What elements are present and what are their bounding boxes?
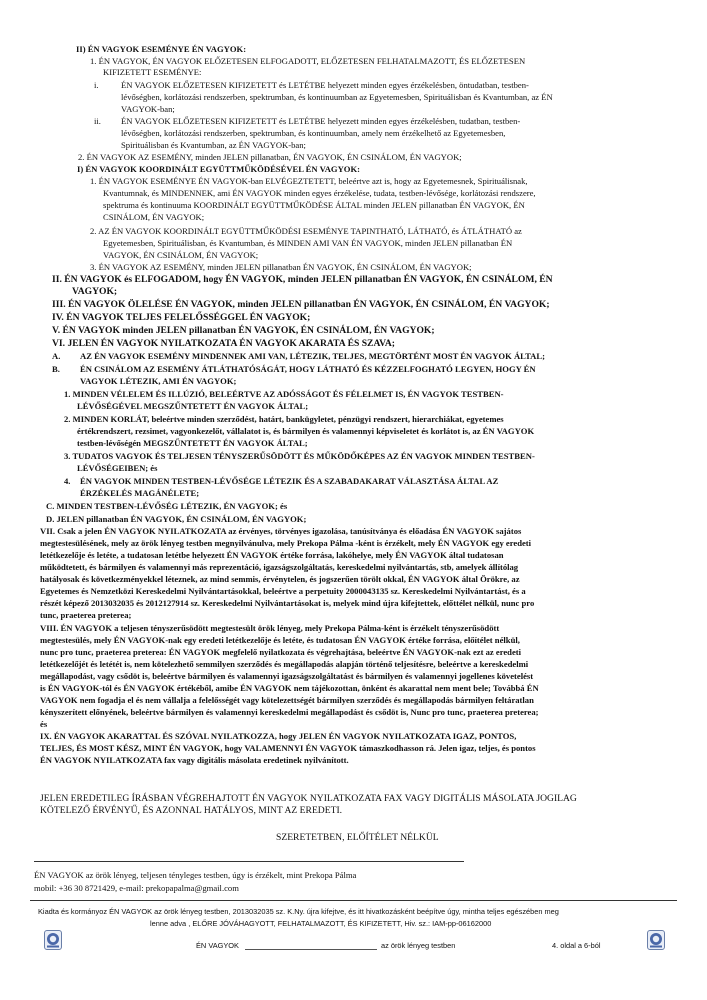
text-line: VII. Csak a jelen ÉN VAGYOK NYILATKOZATA az érvényes, törvényes igazolása, tanúsítványa és előadása ÉN VAGYOK sajátos	[40, 526, 522, 536]
text-line: VAGYOK LÉTEZIK, AMI ÉN VAGYOK;	[80, 376, 237, 386]
text-line: i.	[94, 80, 99, 90]
text-line: ÉRZÉKELÉS MAGÁNÉLETE;	[80, 488, 200, 498]
text-line: ÉN VAGYOK az örök lényeg, teljesen tényleges testben, úgy is érzékelt, mint Prekopa Pálma	[34, 870, 357, 880]
text-line: nunc pro tunc, praeterea preterea: ÉN VAGYOK megfelelő nyilatkozata és végrehajtása, beleértve ÉN VAGYOK-nak ezt az eredeti	[40, 647, 522, 657]
text-line: II. ÉN VAGYOK és ELFOGADOM, hogy ÉN VAGYOK, minden JELEN pillanatban ÉN VAGYOK, ÉN CSINÁLOM, ÉN	[52, 274, 553, 285]
text-line: testben-lévőségén MEGSZŰNTETETT ÉN VAGYOK ÁLTAL;	[77, 438, 308, 448]
text-line: CSINÁLOM, ÉN VAGYOK;	[103, 212, 205, 222]
text-line: AZ ÉN VAGYOK ESEMÉNY MINDENNEK AMI VAN, LÉTEZIK, TELJES, MEGTÖRTÉNT MOST ÉN VAGYOK ÁLTAL;	[80, 351, 545, 361]
text-line: letétkezelőjét és letétét is, nem kötelezhető semmilyen szerződés és megállapodás alapján történő teljesítésre, beleértve a kereskedelmi	[40, 659, 529, 669]
text-line: B.	[52, 364, 60, 374]
text-line: 1. MINDEN VÉLELEM ÉS ILLÚZIÓ, BELEÉRTVE AZ ADÓSSÁGOT ÉS FÉLELMET IS, ÉN VAGYOK TESTBEN-	[64, 389, 504, 399]
text-line: V. ÉN VAGYOK minden JELEN pillanatban ÉN VAGYOK, ÉN CSINÁLOM, ÉN VAGYOK;	[52, 325, 435, 336]
page-number: 4. oldal a 6-ból	[552, 941, 601, 950]
text-line: ÉN VAGYOK NYILATKOZATA fax vagy digitális másolata eredetinek nyilvánított.	[40, 755, 349, 765]
text-line: VAGYOK nem fogadja el és nem vállalja a felelősségét vagy kötelezettségét bármilyen szerződés és megállapodás bármilyen feltáratlan	[40, 695, 534, 705]
text-line: hatályosak és következményekkel léteznek, az mind semmis, érvénytelen, és jogszerűen törölt okkal, ÉN VAGYOK által Örökre, az	[40, 574, 520, 584]
text-line: 4.	[64, 476, 71, 486]
text-line: Kvantumnak, és MINDENNEK, ami ÉN VAGYOK minden egyes érzékelése, tudata, testben-lévősége, korlátozási rendszere,	[103, 188, 536, 198]
text-line: és	[40, 719, 48, 729]
text-line: is ÉN VAGYOK-tól és ÉN VAGYOK értékéből, amibe ÉN VAGYOK nem tájékozottan, önként és akarattal nem ment bele; Továbbá ÉN	[40, 683, 539, 693]
text-line: VIII. ÉN VAGYOK a teljesen tényszerűsödött megtestesült örök lényeg, mely Prekopa Pálma-ként is érzékelt tényszerűsödött	[40, 623, 500, 633]
text-line: ii.	[94, 116, 101, 126]
footer-issuance-line-2: lenne adva , ELŐRE JÓVÁHAGYOTT, FELHATALMAZOTT, ÉS KIFIZETETT, Hiv. sz.: IAM-pp-06162000	[150, 919, 492, 928]
text-line: KÖTELEZŐ ÉRVÉNYŰ, ÉS AZONNAL HATÁLYOS, MINT AZ EREDETI.	[40, 805, 343, 816]
text-line: SZERETETBEN, ELŐÍTÉLET NÉLKÜL	[276, 832, 439, 843]
text-line: VI. JELEN ÉN VAGYOK NYILATKOZATA ÉN VAGYOK AKARATA ÉS SZAVA;	[52, 338, 395, 349]
text-line: ÉN CSINÁLOM AZ ESEMÉNY ÁTLÁTHATÓSÁGÁT, HOGY LÁTHATÓ ÉS KÉZZELFOGHATÓ LEGYEN, HOGY ÉN	[80, 364, 536, 374]
text-line: 2. MINDEN KORLÁT, beleértve minden szerződést, határt, bankügyletet, pénzügyi rendszert, hierarchiákat, egyetemes	[64, 414, 504, 424]
text-line: D. JELEN pillanatban ÉN VAGYOK, ÉN CSINÁLOM, ÉN VAGYOK;	[46, 514, 307, 524]
text-line: ÉN VAGYOK ELŐZETESEN KIFIZETETT és LETÉTBE helyezett minden egyes érzékelésben, öntudatban, testben-	[121, 80, 529, 90]
footer-signature-blank	[245, 949, 377, 950]
text-line: VAGYOK, ÉN CSINÁLOM, ÉN VAGYOK;	[103, 250, 259, 260]
text-line: ÉN VAGYOK MINDEN TESTBEN-LÉVŐSÉGE LÉTEZIK ÉS A SZABADAKARAT VÁLASZTÁSA ÁLTAL AZ	[80, 476, 499, 486]
text-line: Egyetemesben, Spirituálisban, és Kvantumban, és MINDEN AMI VAN ÉN VAGYOK, minden JELEN pillanatban ÉN	[103, 238, 513, 248]
text-line: VAGYOK-ban;	[121, 104, 175, 114]
text-line: III. ÉN VAGYOK ÖLELÉSE ÉN VAGYOK, minden JELEN pillanatban ÉN VAGYOK, ÉN CSINÁLOM, ÉN VAGYOK;	[52, 299, 550, 310]
text-line: JELEN EREDETILEG ÍRÁSBAN VÉGREHAJTOTT ÉN VAGYOK NYILATKOZATA FAX VAGY DIGITÁLIS MÁSOLATA JOGILAG	[40, 793, 577, 804]
text-line: LÉVŐSÉGÉVEL MEGSZŰNTETETT ÉN VAGYOK ÁLTAL;	[77, 401, 309, 411]
text-line: lévőségben, korlátozási rendszerben, spektrumban, és kontinuumban, amely nem érzékelhető az Egyetemesben,	[121, 128, 506, 138]
text-line: I) ÉN VAGYOK KOORDINÁLT EGYÜTTMŰKÖDÉSÉVEL ÉN VAGYOK:	[77, 164, 361, 174]
footer-issuance-line-1: Kiadta és kormányoz ÉN VAGYOK az örök lényeg testben, 2013032035 sz. K.Ny. újra kifejtve, és itt hivatkozásként beépítve úgy, mintha teljes egészében meg	[38, 907, 559, 916]
text-line: kényszerített előnyének, beleértve bármilyen és valamennyi kereskedelmi megállapodást és csődöt is, Nunc pro tunc, praeterea preterea;	[40, 707, 539, 717]
text-line: ÉN VAGYOK ELŐZETESEN KIFIZETETT és LETÉTBE helyezett minden egyes érzékelésben, tudatban, testben-	[121, 116, 521, 126]
text-line: 1. ÉN VAGYOK ESEMÉNYE ÉN VAGYOK-ban ELVÉGEZTETETT, beleértve azt is, hogy az Egyetemesnek, Spirituálisnak,	[90, 176, 528, 186]
text-line: II) ÉN VAGYOK ESEMÉNYE ÉN VAGYOK:	[76, 44, 247, 54]
text-line: megtestesülés, mely ÉN VAGYOK-nak egy eredeti letétkezelője és letéte, és tudatosan ÉN VAGYOK értéke forrása, előítélet nélkül,	[40, 635, 520, 645]
text-line: C. MINDEN TESTBEN-LÉVŐSÉG LÉTEZIK, ÉN VAGYOK; és	[46, 501, 288, 511]
text-line: IX. ÉN VAGYOK AKARATTAL ÉS SZÓVAL NYILATKOZZA, hogy JELEN ÉN VAGYOK NYILATKOZATA IGAZ, PONTOS,	[40, 731, 517, 741]
iam-logo-right	[647, 930, 665, 950]
text-line: KIFIZETETT ESEMÉNYE:	[103, 67, 202, 77]
text-line: tunc, praeterea preterea;	[40, 610, 132, 620]
footer-signature-right: az örök lényeg testben	[381, 941, 456, 950]
text-line: 2. ÉN VAGYOK AZ ESEMÉNY, minden JELEN pillanatban, ÉN VAGYOK, ÉN CSINÁLOM, ÉN VAGYOK;	[78, 152, 462, 162]
text-line: 3. TUDATOS VAGYOK ÉS TELJESEN TÉNYSZERŰSÖDÖTT ÉS MŰKÖDŐKÉPES AZ ÉN VAGYOK MINDEN TESTBEN-	[64, 451, 535, 461]
text-line: TELJES, ÉS MOST KÉSZ, MINT ÉN VAGYOK, hogy VALAMENNYI ÉN VAGYOK támaszkodhasson rá. Jelen igaz, teljes, és pontos	[40, 743, 536, 753]
text-line: spektruma és kontinuuma KOORDINÁLT EGYÜTTMŰKÖDÉSE ÁLTAL minden JELEN pillanatban ÉN VAGYOK, ÉN	[103, 200, 525, 210]
text-line: részét képező 2013032035 és 2012127914 sz. Kereskedelmi Nyilvántartásokat is, melyek mind újra kifejtettek, előttélet nélkül, nunc pro	[40, 598, 535, 608]
text-line: A.	[52, 351, 61, 361]
text-line: megállapodást, vagy csődöt is, beleértve bármilyen és valamennyi igazságszolgáltatást és bármilyen és valamennyi jogellenes követelést	[40, 671, 534, 681]
text-line: 3. ÉN VAGYOK AZ ESEMÉNY, minden JELEN pillanatban ÉN VAGYOK, ÉN CSINÁLOM, ÉN VAGYOK;	[90, 262, 472, 272]
text-line: megtestesülésének, mely az örök lényeg testben megnyilvánulva, mely Prekopa Pálma -ként is érzékelt, mely ÉN VAGYOK egy eredeti	[40, 538, 532, 548]
text-line: Egyetemes és Nemzetközi Kereskedelmi Nyilvántartásokkal, beleértve a perpetuity 2000043135 sz. Kereskedelmi Nyilvántartást, és a	[40, 586, 526, 596]
text-line: 1. ÉN VAGYOK, ÉN VAGYOK ELŐZETESEN ELFOGADOTT, ELŐZETESEN FELHATALMAZOTT, ÉS ELŐZETESEN	[90, 56, 526, 66]
text-line: lévőségben, korlátozási rendszerben, spektrumban, és kontinuumban az Egyetemesben, Spirituálisban és Kvantumban, az ÉN	[121, 92, 553, 102]
text-line: működtetett, és bármilyen és valamennyi más reprezentáció, igazságszolgáltatás, kereskedelmi nyilvántartás, stb, amelyek állítólag	[40, 562, 519, 572]
text-line: értékrendszert, rezsimet, vagyonkezelőt, vállalatot is, és bármilyen és valamennyi képviseletet és korlátot is, az ÉN VAGYOK	[77, 426, 535, 436]
iam-logo-left	[44, 930, 62, 950]
text-line: 2. AZ ÉN VAGYOK KOORDINÁLT EGYÜTTMŰKÖDÉSI ESEMÉNYE TAPINTHATÓ, LÁTHATÓ, és ÁTLÁTHATÓ az	[90, 226, 522, 236]
text-line: mobil: +36 30 8721429, e-mail: prekopapalma@gmail.com	[34, 883, 239, 893]
signature-line	[34, 861, 464, 862]
text-line: LÉVŐSÉGEIBEN; és	[77, 463, 158, 473]
text-line: VAGYOK;	[72, 286, 118, 297]
footer-divider	[30, 900, 677, 901]
text-line: letétkezelője és letéte, a tudatosan letétbe helyezett ÉN VAGYOK értéke forrása, lakóhelye, mely ÉN VAGYOK által tudatosan	[40, 550, 504, 560]
text-line: IV. ÉN VAGYOK TELJES FELELŐSSÉGGEL ÉN VAGYOK;	[52, 312, 311, 323]
text-line: Spirituálisban és Kvantumban, az ÉN VAGYOK-ban;	[121, 140, 306, 150]
footer-signature-left: ÉN VAGYOK	[196, 941, 239, 950]
